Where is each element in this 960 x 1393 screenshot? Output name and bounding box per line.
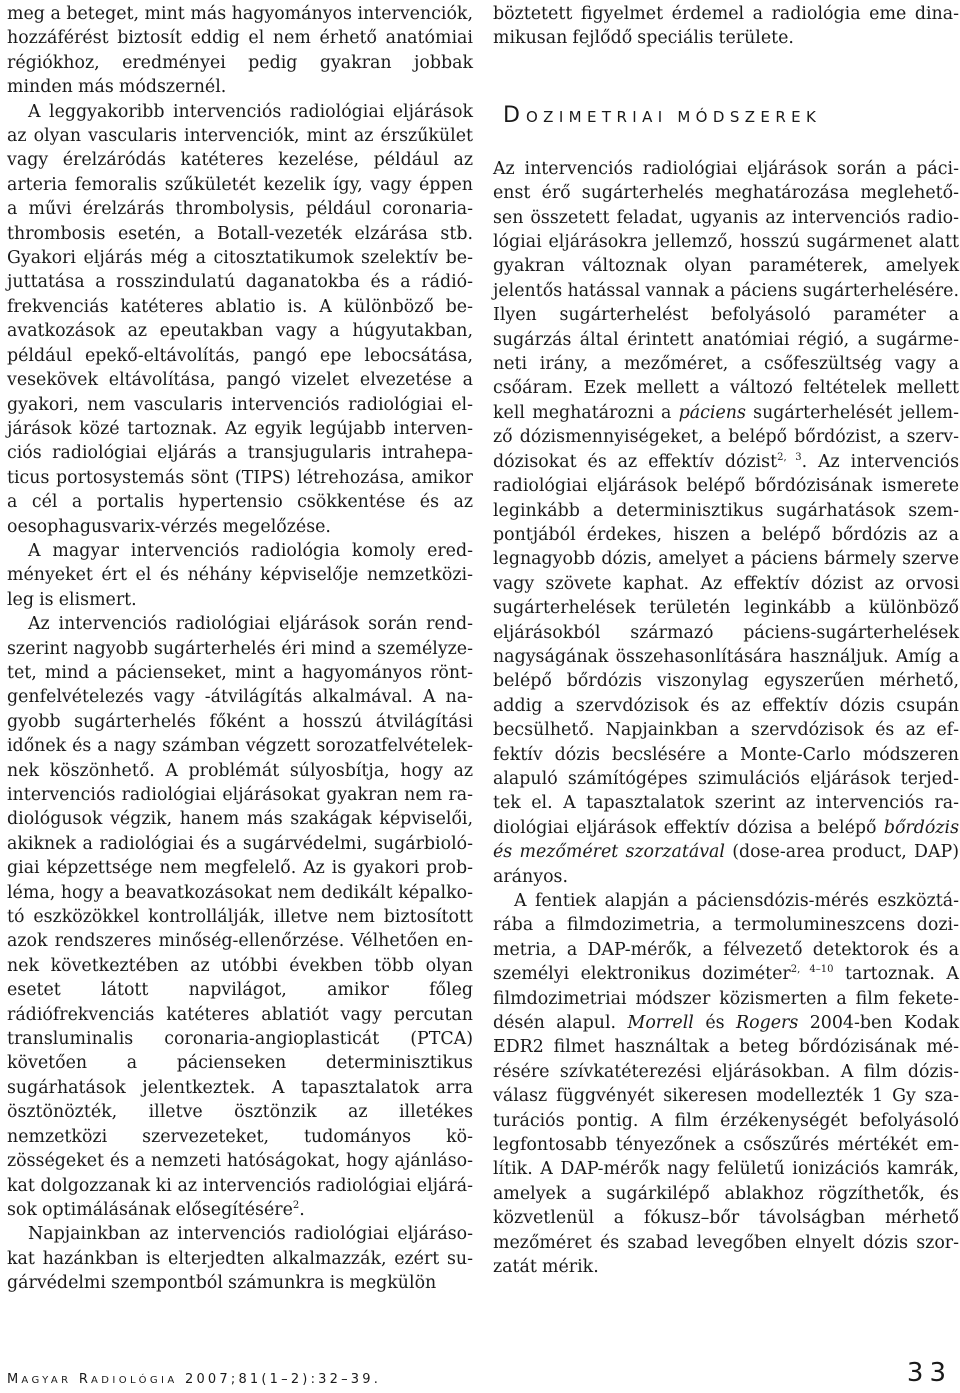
right-column xyxy=(493,2,959,1280)
paragraph xyxy=(7,612,473,1222)
paragraph-text: Az intervenciós radiológiai eljárások során a pácienst érő sugárterhelés meghatározása meglehetősen összetett feladat, ugyanis az intervenciós radiológiai eljárásokra jellemző, hosszú sugármenet alatt gyakran változnak olyan paraméterek, amelyek jelentős hatással vannak a páciens sugárterhelésére. Ilyen sugárterhelést befolyásoló paraméter a sugárzás által érintett anatómiai régió, a sugármeneti irány, a mezőméret, a csőfeszültség vagy a csőáram. Ezek mellett a változó feltételek mellett kell meghatározni a xyxy=(493,158,959,423)
page-footer xyxy=(7,1358,952,1388)
emphasis: bőrdózis és mezőméret szorzatával xyxy=(493,817,959,863)
paragraph xyxy=(493,157,959,889)
paragraph-text: 2004-ben Kodak EDR2 filmet használtak a beteg bőrdózisának mérésére szívkatéterezési eljárásokban. A film dózisválasz függvényét sikeresen modellezték 1 Gy szaturációs pontig. A film érzékenységét befolyásoló legfontosabb tényezőnek a csőszűrés mértékét említik. A DAP-mérők nagy felületű ionizációs kamrák, amelyek a sugárkilépő ablakhoz rögzíthetők, és közvetlenül a fókusz–bőr távolságban mérhető mezőméret és szabad levegőben elnyelt dózis szorzatát mérik. xyxy=(493,1013,959,1278)
author-name: Rogers xyxy=(736,1013,799,1034)
paragraph: A leggyakoribb intervenciós radiológiai eljárások az olyan vascularis intervenciók, mint az érszűkület vagy érelzáródás katéteres kezelése, például az arteria femoralis szűkületét kezelik így, vagy éppen a művi érelzárás thrombolysis, például coronariathrombosis esetén, a Botall-vezeték elzárása stb. Gyakori eljárás még a citosztatikumok szelektív bejuttatása a rosszindulatú daganatokba és a rádiófrekvenciás katéteres ablatio is. A különböző beavatkozások az epeutakban vagy a húgyutakban, például epekő-eltávolítás, pangó epe lebocsátása, vesekövek eltávolítása, pangó vizelet elvezetése a gyakori, nem vascularis intervenciós radiológiai eljárások közé tartoznak. Az egyik legújabb intervenciós radiológiai eljárás a transjugularis intrahepaticus portosystemás sönt (TIPS) létrehozása, amikor a cél a portalis hypertensio csökkentése és az oesophagusvarix-vérzés megelőzése. xyxy=(7,101,473,537)
left-column xyxy=(7,2,473,1296)
paragraph-text: sugárterhelését jellemző dózismennyiségeket, a belépő bőrdózist, a szervdózisokat és az effektív dózist xyxy=(493,402,959,472)
paragraph: böztetett figyelmet érdemel a radiológia eme dinamikusan fejlődő speciális területe. xyxy=(493,4,959,49)
author-name: Morrell xyxy=(627,1013,694,1034)
heading-rest: OZIMETRIAI MÓDSZEREK xyxy=(525,107,822,126)
paragraph-text: Az intervenciós radiológiai eljárások során rendszerint nagyobb sugárterhelés éri mind a személyzetet, mind a pácienseket, mint a hagyományos röntgenfelvételezés vagy -átvilágítás alkalmával. A nagyobb sugárterhelés főként a hosszú átvilágítási időnek és a nagy számban végzett sorozatfelvételeknek köszönhető. A problémát súlyosbítja, hogy az intervenciós radiológiai eljárásokat gyakran nem radiológusok végzik, hanem más szakágak képviselői, akiknek a radiológiai és a sugárvédelmi, sugárbiológiai képzettsége nem megfelelő. Az is gyakori probléma, hogy a beavatkozásokat nem dedikált képalkotó eszközökkel kontrollálják, illetve nem biztosított azok rendszeres minőség-ellenőrzése. Vélhetően ennek következtében az utóbbi években több olyan esetet látott napvilágot, amikor főleg rádiófrekvenciás katéteres ablatiót vagy percutan transluminalis coronaria-angioplasticát (PTCA) követően a pácienseken determinisztikus sugárhatások jelentkeztek. A tapasztalatok arra ösztönözték, illetve ösztönzik az illetékes nemzetközi szervezeteket, tudományos közösségeket és a nemzeti hatóságokat, hogy ajánlásokat dolgozzanak ki az intervenciós radiológiai eljárások optimálásának elősegítésére xyxy=(7,614,473,1220)
paragraph-text: tartoznak. A filmdozimetriai módszer közismerten a film feketedésén alapul. xyxy=(493,964,959,1034)
paragraph: Napjainkban az intervenciós radiológiai eljárásokat hazánkban is elterjedten alkalmazzák, ezért sugárvédelmi szempontból számunkra is megkülön xyxy=(7,1224,473,1294)
reference-superscript: 2 xyxy=(292,1199,300,1211)
emphasis: páciens xyxy=(678,402,746,423)
journal-word: ADIOLÓGIA xyxy=(91,1375,178,1386)
reference-superscript: 2, 3 xyxy=(777,451,802,463)
paragraph: meg a beteget, mint más hagyományos intervenciók, hozzáférést biztosít eddig el nem érhető anatómiai régiókhoz, eredményei pedig gyakran jobbak minden más módszernél. xyxy=(7,4,473,98)
citation-details: 2007;81(1–2):32–39. xyxy=(184,1372,382,1387)
page-number: 33 xyxy=(906,1358,952,1388)
heading-initial: D xyxy=(503,102,526,128)
paragraph-text: (dose-area product, DAP) arányos. xyxy=(493,842,959,887)
journal-citation xyxy=(7,1372,381,1387)
journal-initial: R xyxy=(78,1372,92,1387)
paragraph-text: és xyxy=(693,1013,737,1034)
paragraph xyxy=(493,889,959,1280)
journal-word: AGYAR xyxy=(21,1375,72,1386)
reference-superscript: 2, 4–10 xyxy=(790,964,834,976)
paragraph-text: A fentiek alapján a páciensdózis-mérés eszköztárába a filmdozimetria, a termolumineszcens dozimetria, a DAP-mérők, a félvezető detektorok és a személyi elektronikus doziméter xyxy=(493,891,959,985)
section-heading xyxy=(503,102,959,131)
paragraph: A magyar intervenciós radiológia komoly eredményeket ért el és néhány képviselője nemzetközileg is elismert. xyxy=(7,540,473,610)
journal-initial: M xyxy=(7,1372,22,1387)
paragraph-text: . xyxy=(299,1199,305,1220)
paragraph-text: . Az intervenciós radiológiai eljárások belépő bőrdózisának ismerete leginkább a determinisztikus sugárhatások szempontjából érdekes, hiszen a belépő bőrdózis az a legnagyobb dózis, amelyet a páciens bármely szerve vagy szövete kaphat. Az effektív dózist az orvosi sugárterhelések területén leginkább a különböző eljárásokból származó páciens-sugárterhelések nagyságának összehasonlítására használjuk. Amíg a belépő bőrdózis viszonylag egyszerűen mérhető, addig a szervdózisok és az effektív dózis csupán becsülhető. Napjainkban a szervdózisok és az effektív dózis becslésére a Monte-Carlo módszeren alapuló számítógépes szimulációs eljárások terjedtek el. A tapasztalatok szerint az intervenciós radiológiai eljárások effektív dózisa a belépő xyxy=(493,451,959,838)
